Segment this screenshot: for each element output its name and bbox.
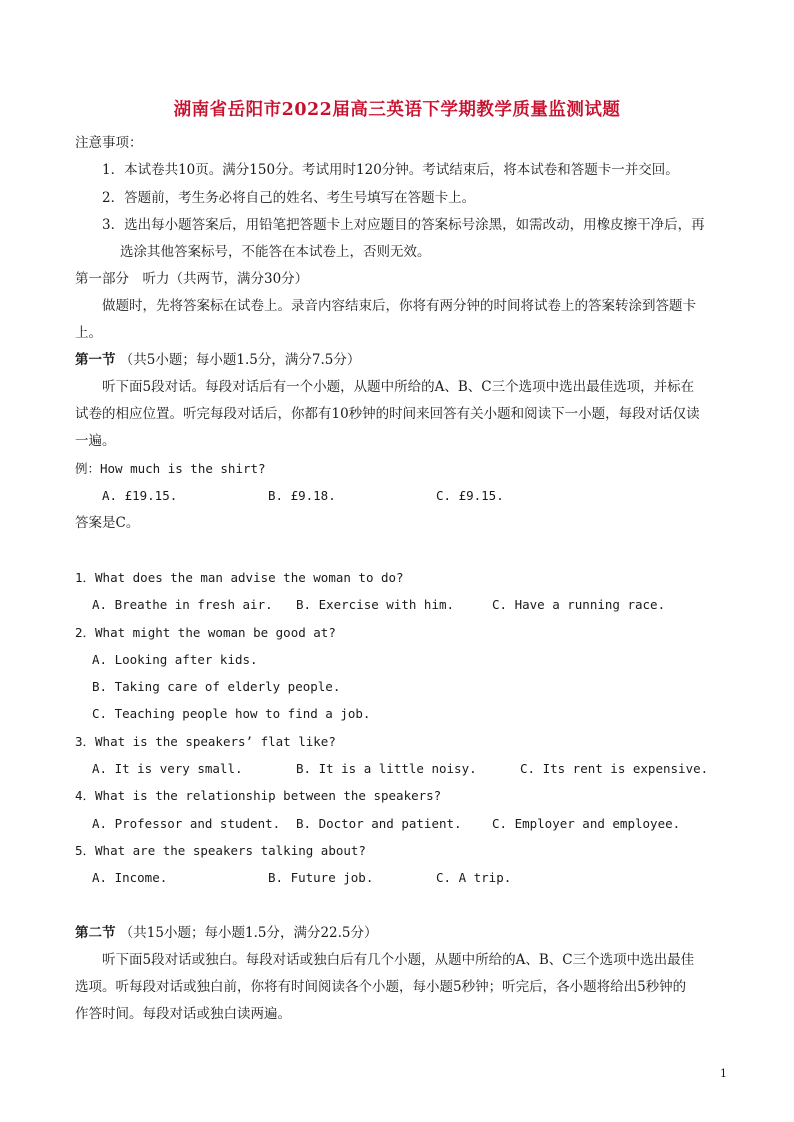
question-4-option-c: C. Employer and employee.: [492, 816, 681, 831]
question-3-option-a: A. It is very small.: [92, 761, 243, 776]
section1-instruction-2: 试卷的相应位置。听完每段对话后，你都有10秒钟的时间来回答有关小题和阅读下一小题，每段对话仅读: [75, 406, 700, 422]
example-option-b: B. £9.18.: [268, 488, 336, 503]
section1-header: [75, 351, 360, 369]
question-2-option-b: B. Taking care of elderly people.: [92, 679, 341, 694]
section1-instruction-1: 听下面5段对话。每段对话后有一个小题，从题中所给的A、B、C三个选项中选出最佳选项，并标在: [102, 379, 695, 395]
notice-item-3-continued: 选涂其他答案标号，不能答在本试卷上，否则无效。: [120, 244, 431, 260]
page-title: 湖南省岳阳市2022届高三英语下学期教学质量监测试题: [173, 100, 621, 120]
page-number: 1: [720, 1067, 727, 1080]
section2-instruction-1: 听下面5段对话或独白。每段对话或独白后有几个小题，从题中所给的A、B、C三个选项中选出最佳: [102, 952, 695, 968]
question-1: 1．What does the man advise the woman to do?: [75, 570, 404, 585]
example-question: 例：How much is the shirt?: [75, 461, 266, 476]
section2-header: [75, 924, 378, 942]
question-3-option-c: C. Its rent is expensive.: [520, 761, 709, 776]
section1-info: （共5小题；每小题1.5分，满分7.5分）: [119, 352, 361, 368]
section1-label: 第一节: [75, 352, 116, 368]
question-2-option-a: A. Looking after kids.: [92, 652, 258, 667]
section1-instruction-3: 一遍。: [75, 433, 116, 449]
notice-item-2: 2．答题前，考生务必将自己的姓名、考生号填写在答题卡上。: [102, 190, 476, 206]
section2-instruction-2: 选项。听每段对话或独白前，你将有时间阅读各个小题，每小题5秒钟；听完后，各小题将给出5秒钟的: [75, 979, 687, 995]
question-1-option-a: A. Breathe in fresh air.: [92, 597, 273, 612]
part1-intro-line-2: 上。: [75, 325, 102, 341]
notice-item-1: 1．本试卷共10页。满分150分。考试用时120分钟。考试结束后，将本试卷和答题卡一并交回。: [102, 162, 679, 178]
section2-info: （共15小题；每小题1.5分，满分22.5分）: [119, 925, 378, 941]
part1-intro-line-1: 做题时，先将答案标在试卷上。录音内容结束后，你将有两分钟的时间将试卷上的答案转涂到答题卡: [102, 298, 696, 314]
question-4-option-a: A. Professor and student.: [92, 816, 281, 831]
question-5: 5．What are the speakers talking about?: [75, 843, 366, 858]
question-5-option-c: C. A trip.: [436, 870, 512, 885]
question-4-option-b: B. Doctor and patient.: [296, 816, 462, 831]
example-option-a: A. £19.15.: [102, 488, 178, 503]
notice-heading: 注意事项：: [75, 135, 143, 151]
question-4: 4．What is the relationship between the speakers?: [75, 788, 442, 803]
example-answer: 答案是C。: [75, 515, 140, 531]
question-5-option-a: A. Income.: [92, 870, 168, 885]
section2-label: 第二节: [75, 925, 116, 941]
question-3-option-b: B. It is a little noisy.: [296, 761, 477, 776]
question-5-option-b: B. Future job.: [268, 870, 374, 885]
question-2-option-c: C. Teaching people how to find a job.: [92, 706, 371, 721]
question-1-option-c: C. Have a running race.: [492, 597, 666, 612]
section2-instruction-3: 作答时间。每段对话或独白读两遍。: [75, 1006, 291, 1022]
example-option-c: C. £9.15.: [436, 488, 504, 503]
question-2: 2．What might the woman be good at?: [75, 625, 336, 640]
part1-heading: 第一部分 听力（共两节，满分30分）: [75, 271, 309, 287]
question-3: 3．What is the speakers’ flat like?: [75, 734, 336, 749]
notice-item-3: 3．选出每小题答案后，用铅笔把答题卡上对应题目的答案标号涂黑，如需改动，用橡皮擦干净后，再: [102, 217, 705, 233]
question-1-option-b: B. Exercise with him.: [296, 597, 455, 612]
